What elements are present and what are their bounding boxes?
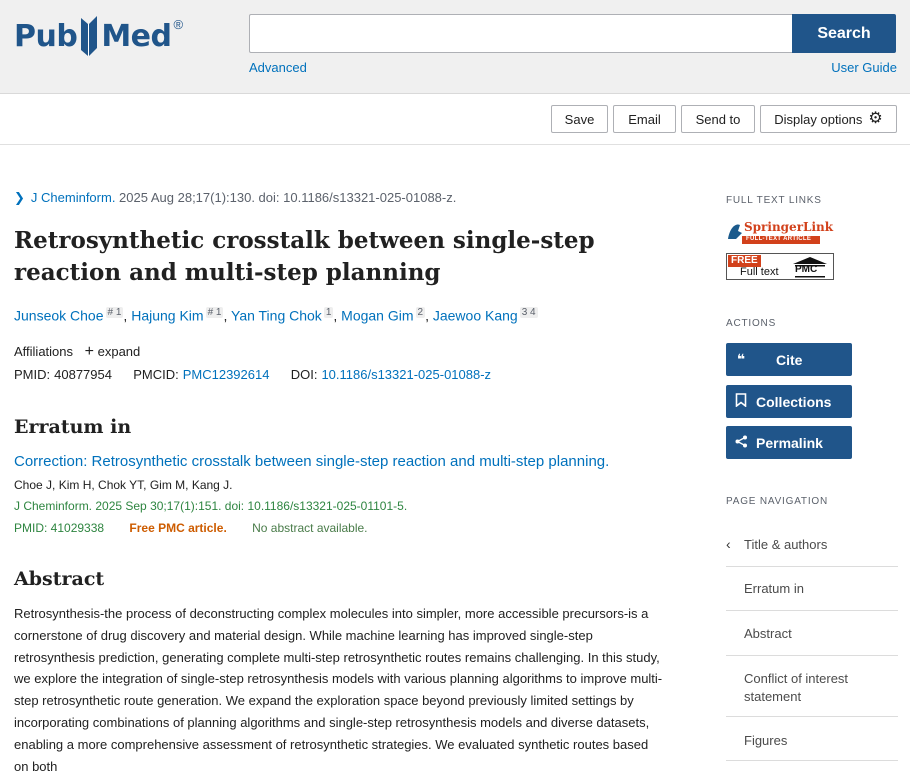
header — [0, 0, 910, 94]
author-affil-ref[interactable]: # 1 — [207, 307, 222, 318]
nav-title-authors[interactable] — [726, 523, 898, 567]
registered-mark: ® — [173, 16, 184, 32]
abstract-heading: Abstract — [14, 568, 105, 590]
author-affil-ref[interactable]: 1 — [325, 307, 332, 318]
chevron-right-icon[interactable]: ❯ — [14, 190, 25, 205]
author-link[interactable]: Hajung Kim — [131, 307, 204, 324]
article-toolbar — [0, 94, 910, 145]
nav-figures[interactable] — [726, 717, 898, 761]
chevron-left-icon: ‹ — [726, 536, 731, 552]
identifiers — [14, 367, 491, 382]
permalink-button[interactable] — [726, 426, 852, 459]
send-to-button[interactable]: Send to — [681, 105, 755, 133]
author-affil-ref[interactable]: 3 4 — [521, 307, 536, 318]
collections-label: Collections — [756, 393, 832, 410]
actions-heading: ACTIONS — [726, 318, 777, 329]
nav-label: Title & authors — [744, 537, 828, 552]
permalink-label: Permalink — [756, 434, 823, 451]
display-options-button[interactable] — [760, 105, 897, 133]
doi-label: DOI: — [290, 367, 318, 382]
no-abstract-note: No abstract available. — [252, 521, 368, 535]
pmid-label: PMID: — [14, 367, 51, 382]
save-button[interactable]: Save — [551, 105, 608, 133]
author-link[interactable]: Junseok Choe — [14, 307, 104, 324]
erratum-citation: J Cheminform. 2025 Sep 30;17(1):151. doi: 10.1186/s13321-025-01101-5. — [14, 499, 408, 513]
search-button[interactable]: Search — [792, 14, 896, 53]
springer-label: SpringerLink — [744, 220, 834, 234]
erratum-title-link[interactable]: Correction: Retrosynthetic crosstalk between single-step reaction and multi-step planning. — [14, 453, 610, 470]
full-text-links-heading: FULL TEXT LINKS — [726, 195, 822, 206]
full-text-label: Full text — [740, 266, 779, 278]
pmcid-link[interactable]: PMC12392614 — [182, 367, 270, 382]
page-navigation-heading: PAGE NAVIGATION — [726, 496, 829, 507]
doi-link[interactable]: 10.1186/s13321-025-01088-z — [321, 367, 492, 382]
search-input[interactable] — [249, 14, 793, 53]
erratum-pmid: PMID: 41029338 — [14, 521, 105, 535]
journal-citation — [14, 190, 456, 206]
author-affil-ref[interactable]: 2 — [417, 307, 424, 318]
collections-button[interactable] — [726, 385, 852, 418]
advanced-search-link[interactable]: Advanced — [249, 60, 307, 75]
erratum-authors: Choe J, Kim H, Chok YT, Gim M, Kang J. — [14, 478, 233, 492]
quote-icon: ❝ — [736, 351, 746, 367]
pubmed-logo[interactable] — [14, 14, 183, 58]
abstract-text: Retrosynthesis-the process of deconstructing complex molecules into simpler, more accessible precursors-is a cornerstone of drug discovery and material design. While machine learning has improved single-step retrosynthesis prediction, generating complete multi-step retrosynthetic routes remains challenging. In this study, we explore the integration of single-step retrosynthesis models with various planning algorithms to improve multi-step retrosynthetic route generation. We expand the exploration space beyond previously limited settings by incorporating combinations of planning algorithms and single-step retrosynthesis models and diverse datasets, enabling a more comprehensive assessment of retrosynthetic strategies. We evaluated synthetic routes based on both — [14, 606, 663, 774]
citation-text: 2025 Aug 28;17(1):130. doi: 10.1186/s13321-025-01088-z. — [115, 190, 457, 205]
pmc-logo-text: PMC — [795, 264, 818, 275]
expand-affiliations-button[interactable] — [85, 344, 141, 359]
plus-icon: + — [84, 343, 94, 360]
free-pmc-badge: Free PMC article. — [129, 521, 227, 535]
pmid-value: 40877954 — [54, 367, 112, 382]
share-icon — [726, 435, 756, 451]
pmc-free-full-text-button[interactable] — [726, 253, 834, 280]
nav-label: Figures — [744, 733, 788, 748]
pmcid-label: PMCID: — [133, 367, 179, 382]
logo-pub-text: Pub — [14, 18, 78, 54]
erratum-meta — [14, 521, 368, 535]
author-link[interactable]: Mogan Gim — [341, 307, 414, 324]
affiliations-row — [14, 343, 140, 361]
author-list: Junseok Choe $^{\# 1}$ , Hajung Kim $^{\# 1}$ , Yan Ting Chok $^1$ , Mogan Gim $^2$ , Jaewoo Kang $^{3 4}$ — [14, 307, 536, 324]
email-button[interactable]: Email — [613, 105, 676, 133]
affiliations-label: Affiliations — [14, 344, 74, 359]
author-affil-ref[interactable]: # 1 — [107, 307, 122, 318]
logo-med-text: Med — [101, 18, 172, 54]
gear-icon: ⚙ — [868, 110, 883, 127]
bookmark-icon — [726, 393, 756, 410]
nav-label: Conflict of interest statement — [744, 671, 849, 704]
springer-sublabel: FULL-TEXT ARTICLE — [746, 236, 812, 242]
nav-erratum[interactable] — [726, 567, 898, 611]
user-guide-link[interactable]: User Guide — [831, 60, 897, 75]
book-icon — [78, 14, 100, 58]
cite-label: Cite — [776, 351, 803, 368]
nav-label: Erratum in — [744, 581, 804, 596]
erratum-heading: Erratum in — [14, 416, 132, 438]
journal-link[interactable]: J Cheminform. — [30, 190, 116, 205]
expand-label: expand — [97, 344, 141, 359]
free-badge: FREE — [728, 255, 761, 267]
author-link[interactable]: Yan Ting Chok — [231, 307, 322, 324]
springerlink-button[interactable] — [726, 219, 834, 245]
article-title: Retrosynthetic crosstalk between single-step reaction and multi-step planning — [14, 227, 595, 286]
display-options-label: Display options — [774, 111, 863, 127]
author-link[interactable]: Jaewoo Kang — [432, 307, 518, 324]
nav-conflict-of-interest[interactable] — [726, 656, 898, 717]
nav-abstract[interactable] — [726, 611, 898, 656]
cite-button[interactable] — [726, 343, 852, 376]
nav-label: Abstract — [744, 626, 792, 641]
